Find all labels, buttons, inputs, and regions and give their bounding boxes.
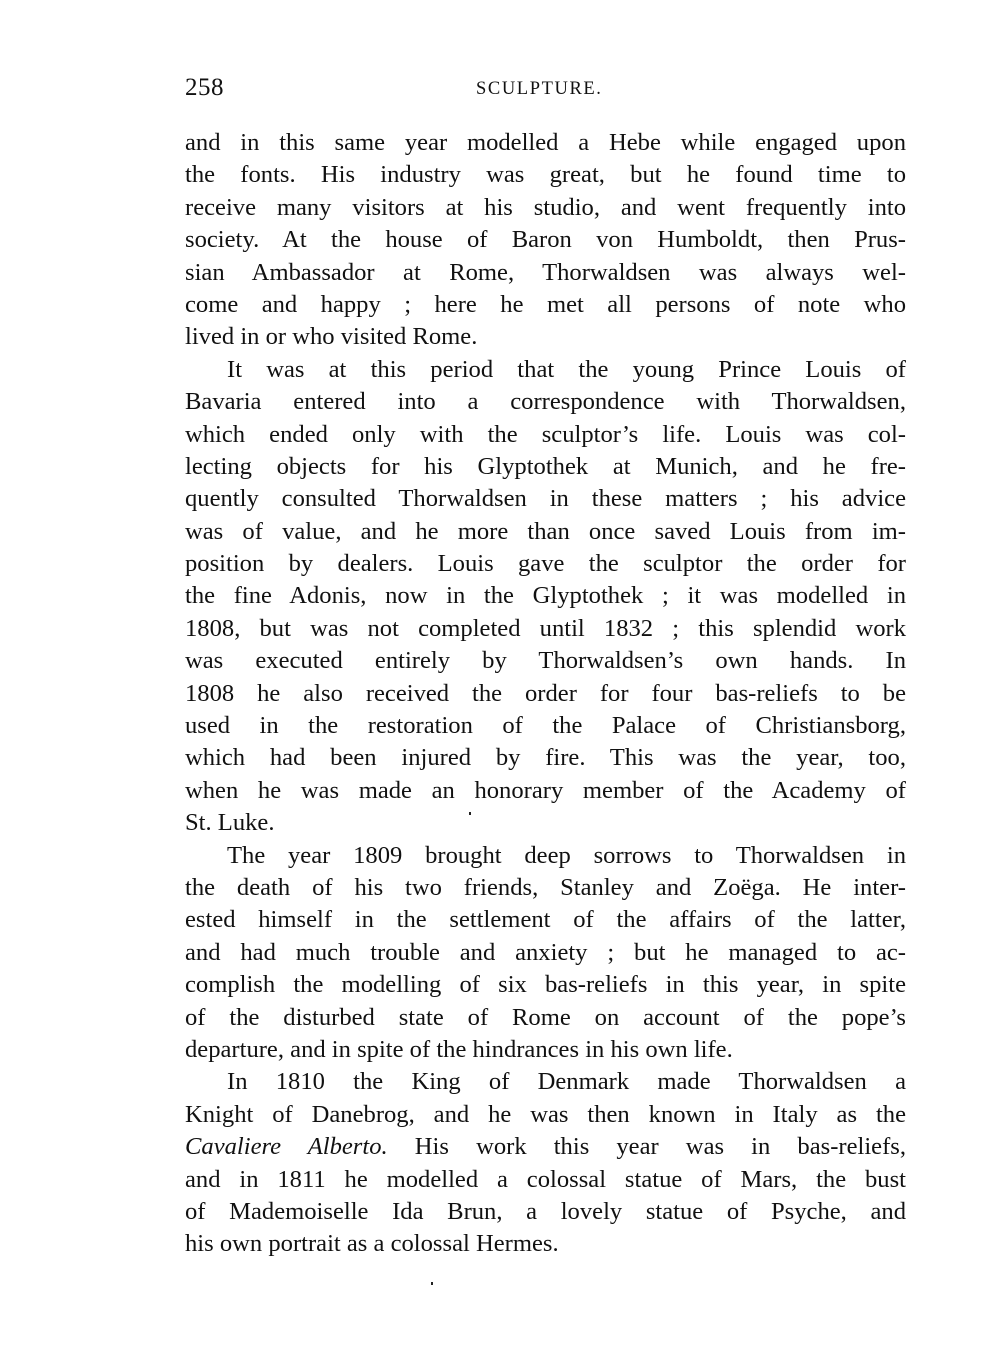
text-run: His work this year was in bas-reliefs, [387,1133,906,1161]
text-line: lived in or who visited Rome. [185,323,478,351]
text-line: receive many visitors at his studio, and went frequently into [185,193,906,221]
text-line: departure, and in spite of the hindrances in his own life. [185,1035,733,1063]
text-line: which had been injured by fire. This was the year, too, [185,744,906,772]
text-line: position by dealers. Louis gave the sculptor the order for [185,550,906,578]
text-line: and in this same year modelled a Hebe while engaged upon [185,129,906,156]
text-line: his own portrait as a colossal Hermes. [185,1230,559,1258]
text-line: the fine Adonis, now in the Glyptothek ; it was modelled in [185,582,906,610]
body-text [185,127,906,1261]
text-line: when he was made an honorary member of the Academy of [185,776,906,804]
text-line: used in the restoration of the Palace of Christiansborg, [185,712,906,740]
text-line: In 1810 the King of Denmark made Thorwaldsen a [227,1068,906,1096]
text-line: which ended only with the sculptor’s life. Louis was col- [185,420,906,448]
text-line: the death of his two friends, Stanley and Zoëga. He inter- [185,873,906,901]
text-line: of Mademoiselle Ida Brun, a lovely statue of Psyche, and [185,1197,906,1225]
text-line: St. Luke. [185,809,275,837]
paragraph [185,127,906,354]
text-line: and had much trouble and anxiety ; but he managed to ac- [185,938,906,966]
running-head [185,72,905,104]
text-line: was of value, and he more than once saved Louis from im- [185,517,906,545]
paragraph [185,1066,906,1260]
italic-phrase: Cavaliere Alberto. [185,1133,388,1161]
text-line: Bavaria entered into a correspondence with Thorwaldsen, [185,388,906,416]
paragraph [185,840,906,1067]
scan-speck [431,1282,433,1285]
text-line: and in 1811 he modelled a colossal statue of Mars, the bust [185,1165,906,1193]
text-line: ested himself in the settlement of the affairs of the latter, [185,906,906,934]
page-number: 258 [185,74,224,101]
text-line: the fonts. His industry was great, but he found time to [185,161,906,189]
text-line: 1808, but was not completed until 1832 ; this splendid work [185,614,906,642]
text-line: society. At the house of Baron von Humboldt, then Prus- [185,226,906,254]
running-title: SCULPTURE. [476,79,603,99]
text-line: complish the modelling of six bas-reliefs in this year, in spite [185,971,906,999]
text-line: lecting objects for his Glyptothek at Munich, and he fre- [185,452,906,480]
text-line: 1808 he also received the order for four bas-reliefs to be [185,679,906,707]
text-line: Knight of Danebrog, and he was then known in Italy as the [185,1100,906,1128]
scan-speck [469,812,471,815]
text-line: come and happy ; here he met all persons of note who [185,290,906,318]
text-line: quently consulted Thorwaldsen in these matters ; his advice [185,485,906,513]
text-line: was executed entirely by Thorwaldsen’s own hands. In [185,647,906,675]
text-line: The year 1809 brought deep sorrows to Thorwaldsen in [227,841,906,869]
paragraph [185,354,906,840]
text-line: sian Ambassador at Rome, Thorwaldsen was always wel- [185,258,906,286]
text-line: of the disturbed state of Rome on account of the pope’s [185,1003,906,1031]
text-line: It was at this period that the young Prince Louis of [227,355,906,383]
text-line [185,1131,906,1163]
